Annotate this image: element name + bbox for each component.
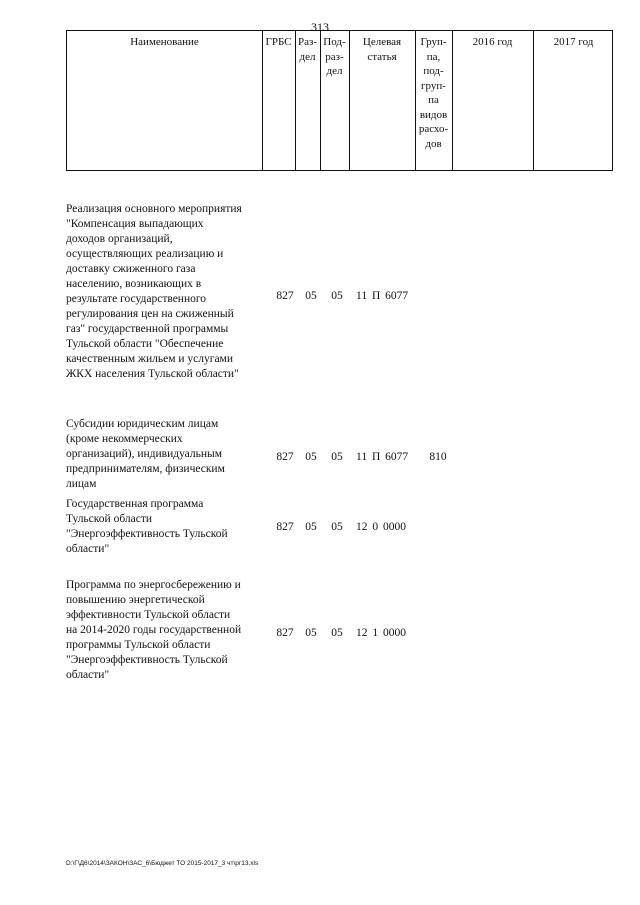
row-podrazdel: 05 [331,521,343,533]
row-name-line: программы Тульской области [66,639,211,651]
header-grbs: ГРБС [265,36,292,48]
row-target-article: 11 П 6077 [356,290,409,302]
row-name-line: лицам [66,478,97,490]
row-name-line: "Энергоэффективность Тульской [66,528,228,540]
header-line: дел [326,65,343,77]
header-line: видов [419,108,448,121]
row-razdel: 05 [305,290,317,302]
header-line: под- [423,65,444,77]
header-line: па [428,94,439,106]
header-target-article [349,35,415,64]
column-divider [262,31,263,170]
row-name-line: предпринимателям, физическим [66,463,225,475]
row-razdel: 05 [305,521,317,533]
header-line: па, [426,50,441,63]
row-name-line: "Энергоэффективность Тульской [66,654,228,666]
row-name-line: газ" государственной программы [66,323,229,335]
row-name-line: населению, возникающих в [66,278,202,290]
row-name-line: организаций), индивидуальным [66,448,223,460]
header-line: дел [299,50,316,63]
header-line: расхо- [418,123,449,135]
row-name-line: Реализация основного мероприятия [66,203,242,215]
row-name [66,417,271,492]
row-grbs: 827 [276,627,294,639]
row-podrazdel: 05 [331,290,343,302]
row-name-line: ЖКХ населения Тульской области" [66,368,239,380]
row-name-line: результате государственного [66,293,207,305]
row-name-line: на 2014-2020 годы государственной [66,624,242,636]
row-target-article: 12 0 0000 [356,521,406,533]
header-line: груп- [421,79,446,92]
row-target-article: 12 1 0000 [356,627,406,639]
header-name: Наименование [130,36,199,48]
row-name-line: области" [66,669,110,681]
header-podrazdel [320,35,349,79]
row-name-line: Программа по энергосбережению и [66,579,241,591]
header-line: Раз- [297,36,317,48]
header-line: статья [367,50,397,63]
row-name-line: (кроме некоммерческих [66,433,183,445]
row-razdel: 05 [305,627,317,639]
header-line: Под- [323,36,346,48]
column-divider [533,31,534,170]
header-line: дов [425,137,442,150]
row-name-line: Тульской области [66,513,153,525]
row-name-line: доходов организаций, [66,233,173,245]
header-line: раз- [325,50,344,63]
header-year-2016: 2016 год [472,36,513,48]
header-expense-group [415,35,452,151]
header-line: Груп- [420,36,447,48]
file-path-footer: D:\Г\Д6\2014\ЗАКОН\ЗАС_6\Бюджет ТО 2015-2017_3 чт\рг13.xls [66,860,259,867]
row-name-line: осуществляющих реализацию и [66,248,224,260]
row-grbs: 827 [276,451,294,463]
row-podrazdel: 05 [331,627,343,639]
header-line: Целевая [362,36,402,48]
row-name-line: качественным жильем и услугами [66,353,233,365]
row-grbs: 827 [276,521,294,533]
row-name-line: области" [66,543,110,555]
header-year-2017: 2017 год [553,36,594,48]
row-name-line: регулирования цен на сжиженный [66,308,234,320]
row-name [66,202,271,382]
column-divider [452,31,453,170]
row-razdel: 05 [305,451,317,463]
row-name [66,578,271,683]
row-podrazdel: 05 [331,451,343,463]
row-name-line: эффективности Тульской области [66,609,231,621]
header-razdel [295,35,320,64]
row-grbs: 827 [276,290,294,302]
table-header [66,30,613,171]
row-expense-group: 810 [429,451,447,463]
page-number: 313 [311,20,329,34]
row-name-line: доставку сжиженного газа [66,263,196,275]
row-target-article: 11 П 6077 [356,451,409,463]
row-name-line: Тульской области "Обеспечение [66,338,224,350]
row-name-line: повышению энергетической [66,594,205,606]
row-name-line: Государственная программа [66,498,204,510]
row-name-line: Субсидии юридическим лицам [66,418,219,430]
row-name-line: "Компенсация выпадающих [66,218,204,230]
row-name [66,497,271,557]
